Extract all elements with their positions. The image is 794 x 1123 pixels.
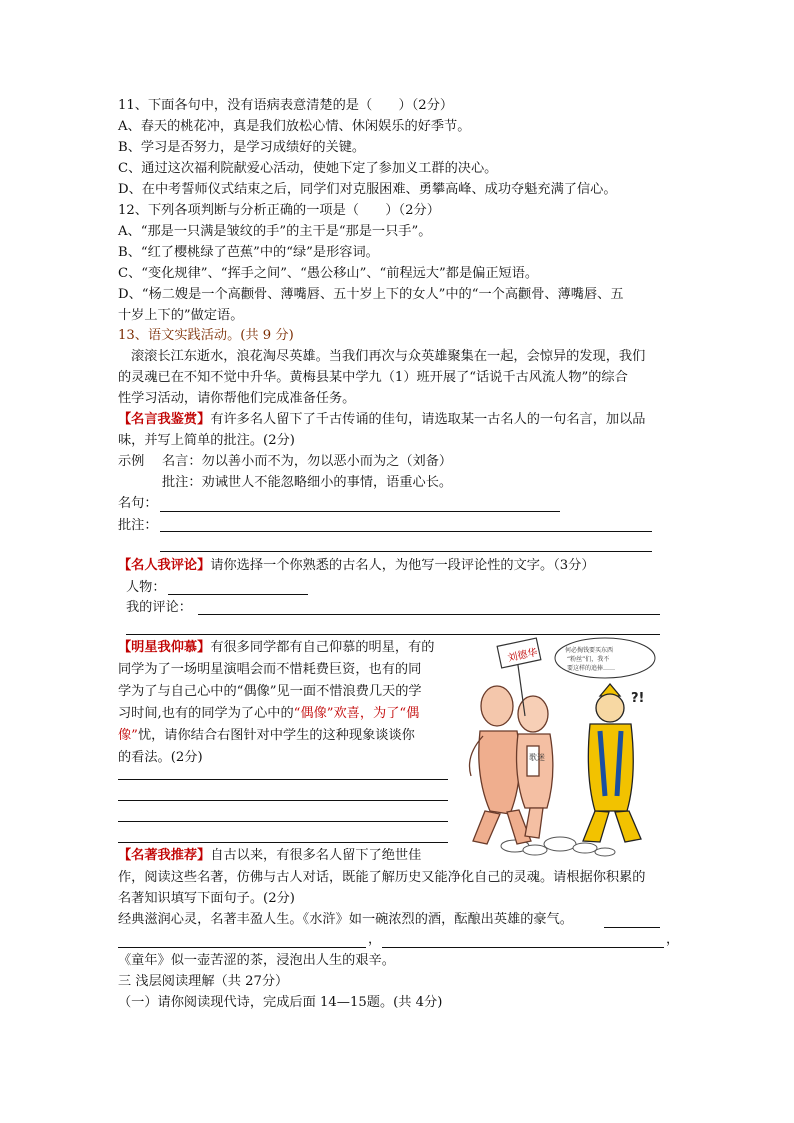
q11-option-c: C、通过这次福利院献爱心活动，使她下定了参加义工群的决心。	[118, 161, 498, 176]
quote-answer-line[interactable]	[160, 510, 560, 512]
classic-answer-line-2[interactable]	[118, 946, 366, 948]
note-answer-line-2[interactable]	[160, 550, 652, 552]
q11-option-a: A、春天的桃花冲，真是我们放松心情、休闲娱乐的好季节。	[118, 119, 471, 134]
q13-stem: 13、语文实践活动。(共 9 分)	[118, 328, 294, 343]
classic-section-text4: 经典滋润心灵，名著丰盈人生。《水浒》如一碗浓烈的酒，酝酿出英雄的豪气。	[118, 912, 573, 927]
q12-option-d-line1: D、“杨二嫂是一个高颧骨、薄嘴唇、五十岁上下的女人”中的“一个高颧骨、薄嘴唇、五	[118, 287, 624, 302]
q13-intro-line3: 性学习活动，请你帮他们完成准备任务。	[118, 391, 356, 406]
section3-title: 三 浅层阅读理解（共 27分）	[118, 974, 289, 989]
note-field-label: 批注：	[118, 518, 158, 533]
star-section-text5b: 忧，请你结合右图针对中学生的这种现象谈谈你	[137, 728, 415, 743]
star-section-text1: 有很多同学都有自己仰慕的明星，有的	[210, 640, 435, 655]
quote-section-text1: 有许多名人留下了千古传诵的佳句，请选取某一古名人的一句名言，加以品	[210, 412, 646, 427]
q12-option-c: C、“变化规律”、“挥手之间”、“愚公移山”、“前程远大”都是偏正短语。	[118, 266, 539, 281]
star-section-line5	[118, 726, 415, 746]
classic-section-text2: 作，阅读这些名著，仿佛与古人对话，既能了解历史又能净化自己的灵魂。请根据你积累的	[118, 870, 646, 885]
q12-stem: 12、下列各项判断与分析正确的一项是（ ）（2分）	[118, 203, 440, 218]
classic-section-text1: 自古以来，有很多名人留下了绝世佳	[210, 848, 422, 863]
star-section-line4	[118, 704, 419, 724]
classic-section-line1	[118, 846, 421, 866]
q11-stem: 11、下面各句中，没有语病表意清楚的是（ ）（2分）	[118, 98, 454, 113]
star-section-text4b: “偶像”欢喜，为了“偶	[293, 706, 420, 721]
quote-field-label: 名句：	[118, 496, 158, 511]
star-section-text6: 的看法。(2分)	[118, 750, 203, 765]
star-section-line1	[118, 638, 435, 658]
classic-comma-1: ，	[368, 932, 382, 947]
comment-section-line	[118, 556, 595, 576]
comment-field-label: 我的评论：	[126, 600, 192, 615]
q13-intro-line1: 滚滚长江东逝水，浪花淘尽英雄。当我们再次与众英雄聚集在一起，会惊异的发现，我们	[131, 349, 646, 364]
star-answer-line-2[interactable]	[118, 799, 448, 801]
star-section-text3: 学为了与自己心中的“偶像”见一面不惜浪费几天的学	[118, 684, 422, 699]
star-answer-line-3[interactable]	[118, 820, 448, 822]
note-answer-line-1[interactable]	[160, 530, 652, 532]
star-answer-line-4[interactable]	[118, 841, 448, 843]
example-note: 批注：劝诫世人不能忽略细小的事情，语重心长。	[162, 475, 453, 490]
q12-option-b: B、“红了樱桃绿了芭蕉”中的“绿”是形容词。	[118, 245, 379, 260]
star-section-text5a: 像”	[118, 728, 138, 743]
q12-option-d-line2: 十岁上下的”做定语。	[118, 308, 244, 323]
star-answer-line-1[interactable]	[118, 778, 448, 780]
q13-intro-line2: 的灵魂已在不知不觉中升华。黄梅县某中学九（1）班开展了“话说千古风流人物”的综合	[118, 370, 628, 385]
fan-banner-text: 歌迷	[529, 753, 545, 762]
q11-option-d: D、在中考誓师仪式结束之后，同学们对克服困难、勇攀高峰、成功夺魁充满了信心。	[118, 182, 617, 197]
classic-section-text6: 《童年》似一壶苦涩的茶，浸泡出人生的艰辛。	[118, 953, 395, 968]
star-section-text4a: 习时间,也有的同学为了心中的	[118, 706, 294, 721]
fan-sign-text: 刘德华	[506, 647, 539, 665]
comment-answer-line-2[interactable]	[126, 633, 660, 635]
star-section-text2: 同学为了一场明星演唱会而不惜耗费巨资，也有的同	[118, 662, 422, 677]
classic-answer-line-1[interactable]	[604, 926, 660, 928]
bubble-line1: 何必掏钱要买东西	[565, 647, 614, 654]
comment-section-text: 请你选择一个你熟悉的古名人，为他写一段评论性的文字。（3分）	[210, 558, 595, 573]
bubble-line2: “粉丝”们，我不	[567, 656, 610, 663]
example-quote: 名言：勿以善小而不为，勿以恶小而为之（刘备）	[162, 454, 453, 469]
classic-section-text3: 名著知识填写下面句子。(2分)	[118, 891, 295, 906]
classic-comma-2: ，	[666, 932, 680, 947]
section3-sub: （一）请你阅读现代诗，完成后面 14—15题。(共 4分)	[118, 995, 443, 1010]
q11-option-b: B、学习是否努力，是学习成绩好的关键。	[118, 140, 366, 155]
classic-section-label: 【名著我推荐】	[118, 848, 211, 863]
quote-section-text2: 味，并写上简单的批注。(2分)	[118, 433, 295, 448]
person-answer-line[interactable]	[168, 593, 308, 595]
quote-section-line1	[118, 410, 646, 430]
star-section-label: 【明星我仰慕】	[118, 640, 211, 655]
quote-section-label: 【名言我鉴赏】	[118, 412, 211, 427]
bubble-line3: 要这样的追捧……	[567, 665, 616, 672]
comment-section-label: 【名人我评论】	[118, 558, 211, 573]
fan-cartoon-image	[455, 636, 665, 866]
comment-answer-line-1[interactable]	[198, 613, 660, 615]
person-field-label: 人物：	[126, 580, 166, 595]
q12-option-a: A、“那是一只满是皱纹的手”的主干是“那是一只手”。	[118, 224, 432, 239]
star-qm-text: ?!	[631, 691, 645, 706]
classic-answer-line-3[interactable]	[382, 946, 664, 948]
example-label: 示例	[118, 454, 145, 469]
